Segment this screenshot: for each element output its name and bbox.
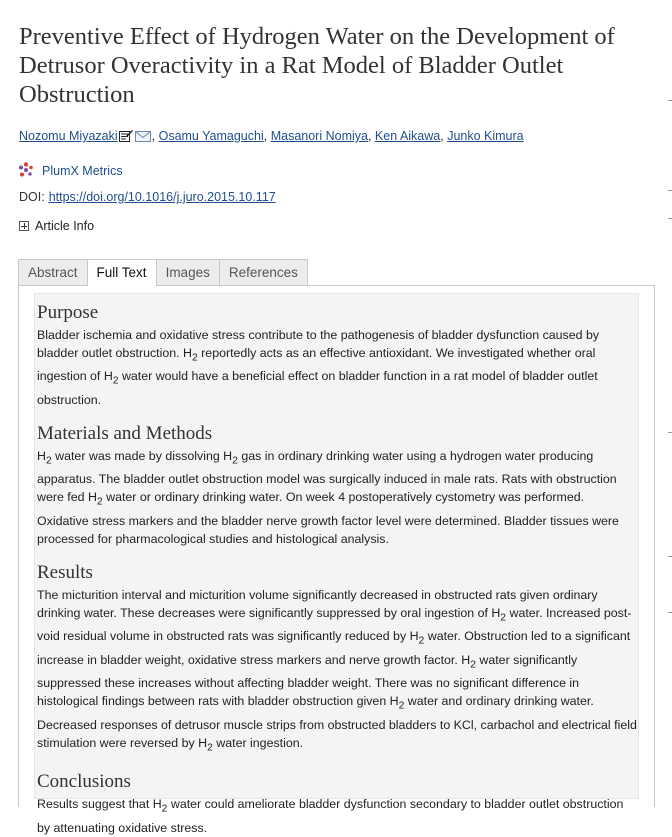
scroll-edge-marker <box>668 612 672 613</box>
expand-plus-icon[interactable] <box>19 221 29 231</box>
tab-panel <box>18 285 655 835</box>
section-heading: Materials and Methods <box>37 422 213 444</box>
section-text: $H_2$ water was made by dissolving $H_2$ gas in ordinary drinking water using a hydrogen water producing apparatus. The bladder outlet obstruction model was surgically induced in male rats. Rats with obstruction were fed $H_2$ water or ordinary drinking water. On week 4 postoperatively cystometry was performed. Oxidative stress markers and the bladder nerve growth factor level were determined. Bladder tissues were processed for pharmacological studies and histological analysis. <box>37 448 619 546</box>
section-text: The micturition interval and micturition volume significantly decreased in obstructed rats given ordinary drinking water. These decreases were significantly suppressed by oral ingestion of $H_2$ water. Increased post-void residual volume in obstructed rats was significantly reduced by $H_2$ water. Obstruction led to a significant increase in bladder weight, oxidative stress markers and nerve growth factor. $H_2$ water significantly suppressed these increases without affecting bladder weight. There was no significant difference in histological findings between rats with bladder obstruction given $H_2$ water and ordinary drinking water. Decreased responses of detrusor muscle strips from obstructed bladders to KCl, carbachol and electrical field stimulation were reversed by $H_2$ water ingestion. <box>37 587 637 754</box>
section-heading: Conclusions <box>37 771 131 793</box>
section-heading: Results <box>37 561 93 583</box>
author-link[interactable]: Junko Kimura <box>447 129 524 143</box>
scroll-edge-marker <box>668 556 672 557</box>
doi-link[interactable]: https://doi.org/10.1016/j.juro.2015.10.117 <box>48 190 276 204</box>
doi-label: DOI: <box>19 190 45 204</box>
scroll-edge-marker <box>668 218 672 219</box>
tab-abstract[interactable]: Abstract <box>18 259 88 285</box>
tab-images[interactable]: Images <box>157 259 220 285</box>
email-envelope-icon[interactable] <box>135 129 151 147</box>
section-heading: Purpose <box>37 302 99 323</box>
article-info-label[interactable]: Article Info <box>35 219 95 233</box>
article-title: Preventive Effect of Hydrogen Water on the Development of Detrusor Overactivity in a Rat Model of Bladder Outlet Obstruction <box>19 23 615 108</box>
author-separator: , <box>151 129 159 143</box>
abstract-section-conclusions <box>35 771 638 836</box>
author-separator: , <box>367 129 375 143</box>
tab-full-text[interactable]: Full Text <box>88 259 157 286</box>
scroll-edge-marker <box>668 190 672 191</box>
plumx-logo-icon <box>19 162 42 181</box>
doi-line <box>19 190 276 204</box>
tab-references[interactable]: References <box>220 259 308 285</box>
author-separator: , <box>263 129 271 143</box>
author-list <box>19 127 664 147</box>
author-separator: , <box>440 129 448 143</box>
plumx-label[interactable]: PlumX Metrics <box>42 164 123 178</box>
author-link[interactable]: Osamu Yamaguchi <box>158 129 264 143</box>
content-tabs <box>18 259 655 286</box>
abstract-section-results <box>35 562 638 757</box>
article-info-toggle[interactable] <box>19 219 94 233</box>
edit-note-icon[interactable] <box>119 129 133 147</box>
plumx-metrics-link[interactable] <box>19 162 123 180</box>
author-link[interactable]: Masanori Nomiya <box>270 129 368 143</box>
author-link[interactable]: Nozomu Miyazaki <box>19 129 118 143</box>
abstract-box <box>34 293 639 835</box>
abstract-section-purpose <box>35 302 638 409</box>
scroll-edge-marker <box>668 100 672 101</box>
scroll-edge-marker <box>668 432 672 433</box>
author-link[interactable]: Ken Aikawa <box>374 129 441 143</box>
abstract-section-methods <box>35 423 638 548</box>
section-text: Results suggest that $H_2$ water could ameliorate bladder dysfunction secondary to bladder outlet obstruction by attenuating oxidative stress. <box>37 797 624 835</box>
section-text: Bladder ischemia and oxidative stress contribute to the pathogenesis of bladder dysfunction caused by bladder outlet obstruction. $H_2$ reportedly acts as an effective antioxidant. We investigated whether oral ingestion of $H_2$ water would have a beneficial effect on bladder function in a rat model of bladder outlet obstruction. <box>37 328 600 407</box>
